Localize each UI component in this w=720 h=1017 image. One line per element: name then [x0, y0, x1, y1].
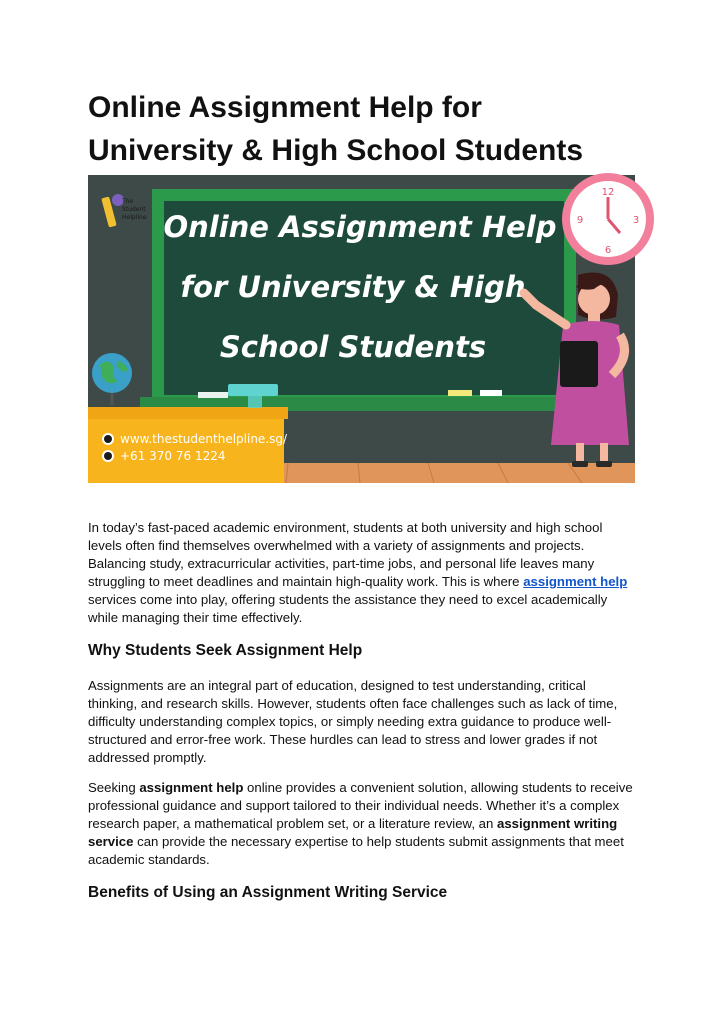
board-line-3: School Students — [219, 330, 487, 364]
p2-bold-writing-service: assignment writing service — [88, 816, 618, 849]
svg-text:9: 9 — [576, 215, 584, 226]
title-line-1: Online Assignment Help for — [88, 91, 482, 124]
title-line-2: University & High School Students — [88, 134, 584, 167]
p2-bold-assignment-help: assignment help — [139, 780, 244, 795]
svg-text:12: 12 — [601, 187, 615, 198]
section-heading-benefits: Benefits of Using an Assignment Writing Service — [88, 884, 448, 901]
why-paragraph-1: Assignments are an integral part of education, designed to test understanding, critical thinking, and research skills. However, students often face challenges such as lack of time, difficulty understanding complex topics, or simply needing extra guidance to produce well-structured and error-free work. These hurdles can lead to stress and lower grades if not addressed promptly. — [88, 678, 618, 765]
phone-row — [102, 449, 225, 463]
board-line-2: for University & High — [180, 270, 526, 304]
p2-text-e: can provide the necessary expertise to help students submit assignments that meet academic standards. — [88, 834, 624, 867]
page-title — [88, 86, 648, 172]
website-text: www.thestudenthelpline.sg/ — [120, 432, 288, 446]
intro-text-end: services come into play, offering students the assistance they need to excel academically while managing their time effectively. — [88, 592, 608, 625]
intro-paragraph — [88, 519, 636, 627]
svg-text:3: 3 — [632, 215, 640, 226]
board-line-1: Online Assignment Help — [163, 210, 557, 244]
p2-text-c: online provides a convenient solution, allowing students to receive professional guidance and support tailored to their individual needs. Whether it’s a complex research paper, a mathematical problem set, or a literature review, an — [88, 780, 633, 831]
assignment-help-link[interactable]: assignment help — [523, 574, 628, 589]
clock-icon — [562, 173, 654, 265]
website-row — [102, 432, 288, 446]
svg-text:Student: Student — [122, 206, 146, 213]
section-heading-why: Why Students Seek Assignment Help — [88, 642, 363, 659]
why-paragraph-2 — [88, 779, 636, 869]
svg-text:6: 6 — [604, 245, 612, 256]
svg-text:Helpline: Helpline — [122, 214, 147, 221]
svg-text:The: The — [122, 198, 134, 205]
hero-banner-image — [88, 175, 640, 483]
p2-text-a: Seeking — [88, 780, 140, 795]
chalkboard — [140, 189, 588, 411]
phone-text: +61 370 76 1224 — [120, 449, 226, 463]
intro-text-start: In today’s fast-paced academic environment, students at both university and high school levels often find themselves overwhelmed with a variety of assignments and projects. Balancing study, extracurricular activities, part-time jobs, and personal life leaves many struggling to meet deadlines and maintain high-quality work. This is where — [88, 520, 603, 589]
